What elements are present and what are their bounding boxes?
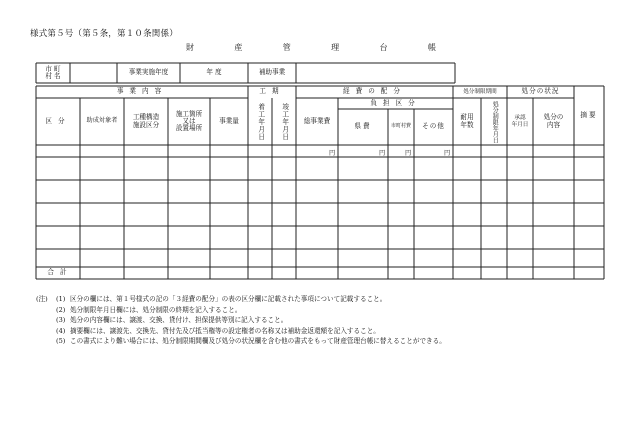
other-cost-unit: 円	[444, 150, 451, 157]
note-item	[36, 315, 446, 326]
note-text: この書式により難い場合には、処分制限期間欄及び処分の状況欄を含む他の書式をもって財産管理台帳に替えることができる。	[70, 337, 446, 345]
note-number: (2)	[56, 305, 66, 314]
municipality-label-line2: 村 名	[45, 72, 61, 80]
useful-life-header-line1: 耐用	[460, 113, 474, 122]
start-date-header-text: 着工年月日	[256, 102, 265, 141]
note-text: 処分制限年月日欄には、処分制限の終期を記入すること。	[70, 305, 242, 314]
cost-allocation-group-header: 経費の配分	[343, 87, 406, 96]
facility-type-header-line1: 工種構造	[132, 113, 160, 122]
municipal-cost-unit: 円	[405, 150, 412, 157]
beneficiary-header: 助成対象者	[86, 117, 118, 125]
title-char: 財	[186, 43, 194, 52]
disposal-status-group-header: 処分の状況	[521, 87, 560, 96]
end-date-header	[272, 98, 296, 145]
project-content-group-header: 事業内容	[116, 87, 168, 96]
note-number: (4)	[56, 326, 66, 335]
note-item	[36, 305, 446, 316]
note-item	[36, 336, 446, 347]
total-row-label: 合 計	[47, 268, 69, 277]
approval-date-header-line2: 年月日	[511, 121, 529, 128]
project-year-label: 事業実施年度	[128, 68, 169, 77]
subsidy-project-label: 補助事業	[258, 68, 286, 77]
municipality-label	[36, 63, 70, 83]
notes-section	[36, 294, 446, 347]
remarks-header: 摘要	[580, 110, 598, 119]
facility-type-header-line2: 施設区分	[132, 120, 160, 129]
municipal-cost-header: 市町村費	[390, 123, 411, 130]
note-number: (1)	[56, 295, 66, 303]
end-date-header-text: 竣工年月日	[280, 102, 289, 141]
municipality-label-line1: 市 町	[45, 64, 61, 73]
note-text: 処分の内容欄には、譲渡、交換、貸付け、担保提供等別に記入すること。	[70, 316, 288, 324]
note-text: 区分の欄には、第１号様式の記の「３経費の配分」の表の区分欄に記載された事項について記載すること。	[70, 295, 387, 303]
title-char: 産	[234, 43, 243, 52]
title-char: 管	[282, 43, 291, 52]
notes-prefix: (注)	[36, 295, 48, 303]
location-header-line1: 施工箇所	[175, 109, 203, 118]
prefecture-cost-unit: 円	[379, 150, 386, 157]
title-char: 理	[331, 43, 340, 52]
total-cost-header: 総事業費	[303, 116, 331, 125]
category-header: 区分	[45, 116, 71, 125]
location-header	[168, 98, 210, 145]
disposal-period-group-header: 処分制限期間	[463, 88, 497, 95]
approval-date-header	[507, 98, 533, 145]
burden-group-header: 負担区分	[370, 98, 421, 107]
disposal-limit-date-header	[481, 98, 507, 145]
title-char: 台	[379, 43, 388, 52]
period-group-header: 工期	[259, 87, 285, 96]
subsidy-project-field[interactable]	[296, 63, 455, 83]
disposal-content-header-line2: 内容	[546, 120, 561, 129]
municipality-value-field[interactable]	[70, 63, 117, 83]
useful-life-header	[453, 98, 481, 145]
other-cost-header: その他	[422, 122, 445, 131]
disposal-content-header-line1: 処分の	[543, 113, 564, 122]
total-cost-unit: 円	[329, 150, 336, 157]
approval-date-header-line1: 承認	[514, 115, 526, 122]
facility-type-header	[124, 98, 168, 145]
fiscal-year-label: 年 度	[206, 68, 222, 77]
note-text: 摘要欄には、譲渡先、交換先、貸付先及び抵当権等の設定権者の名称又は補助金返還額を記入すること。	[70, 326, 380, 335]
useful-life-header-line2: 年数	[460, 120, 474, 129]
disposal-limit-date-header-text: 処分制限年月日	[491, 100, 499, 143]
start-date-header	[248, 98, 272, 145]
disposal-content-header	[533, 98, 574, 145]
form-label: 様式第５号（第５条，第１０条関係）	[30, 29, 178, 39]
title-char: 帳	[427, 43, 436, 52]
quantity-header: 事業量	[219, 116, 239, 125]
note-number: (3)	[56, 316, 66, 324]
prefecture-cost-header: 県費	[354, 122, 372, 131]
note-number: (5)	[56, 337, 66, 345]
note-item	[36, 294, 446, 305]
note-item	[36, 326, 446, 337]
location-header-line2: 又は	[182, 116, 196, 125]
location-header-line3: 設置場所	[175, 124, 203, 133]
